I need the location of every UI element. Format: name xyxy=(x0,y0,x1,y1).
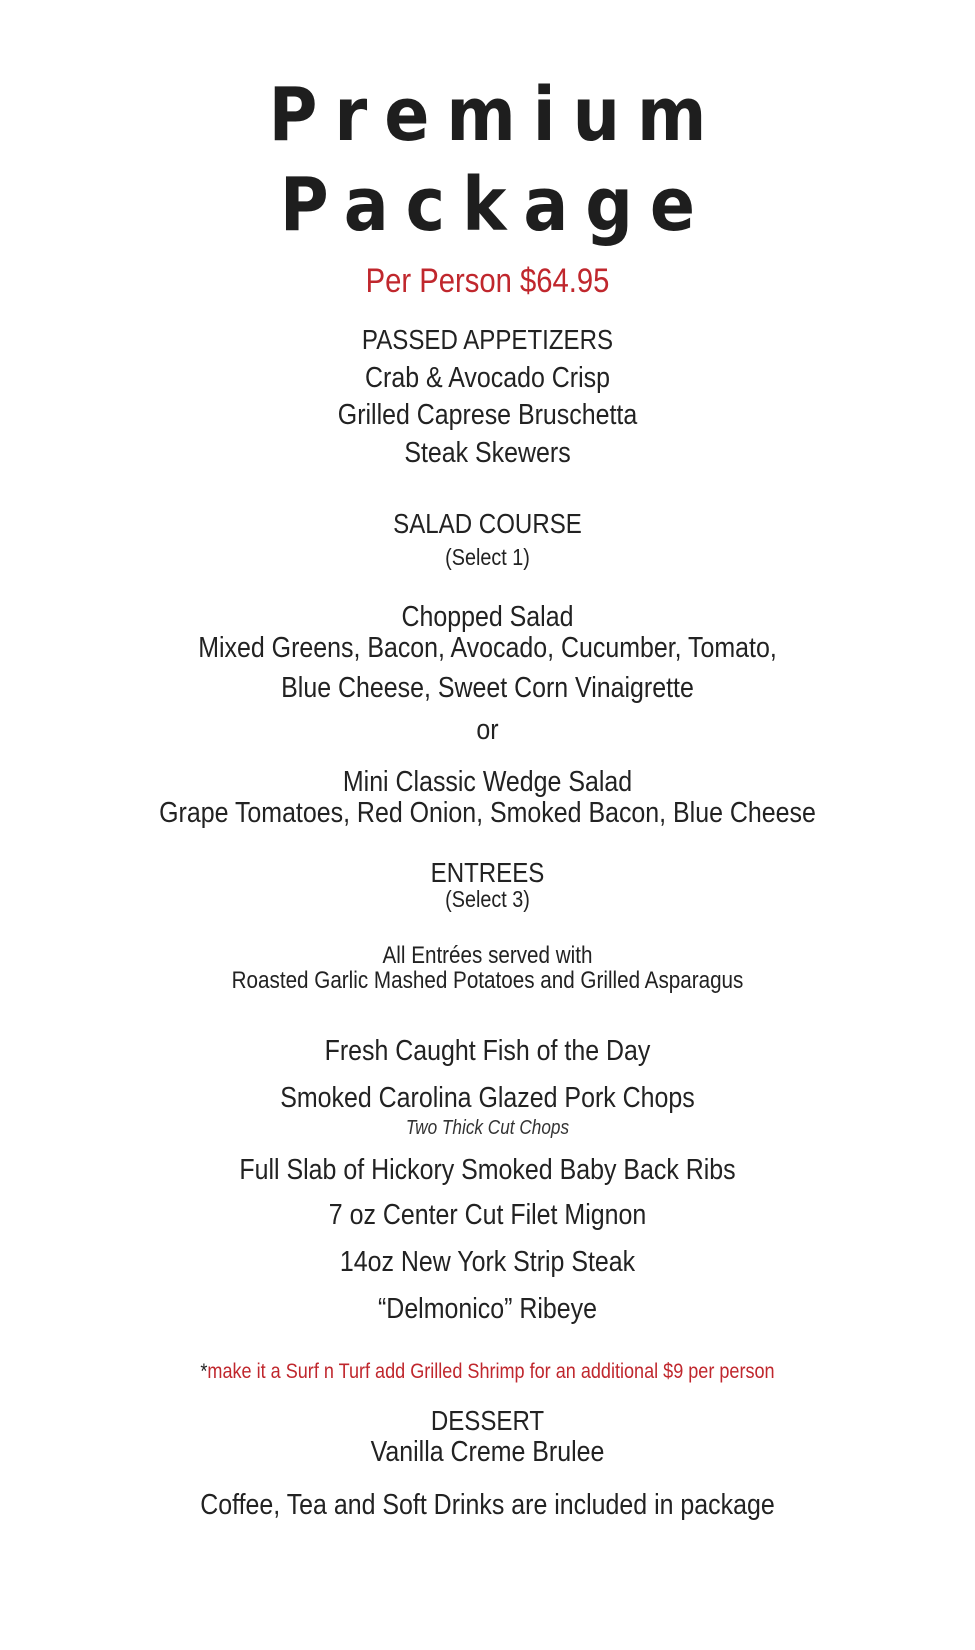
entree-item: Fresh Caught Fish of the Day xyxy=(324,1035,651,1067)
appetizers-heading: PASSED APPETIZERS xyxy=(361,324,614,355)
salad-select-note: (Select 1) xyxy=(445,544,530,570)
salad-option-2-desc: Grape Tomatoes, Red Onion, Smoked Bacon, Blue Cheese xyxy=(159,797,816,829)
entree-item-subnote: Two Thick Cut Chops xyxy=(405,1117,570,1139)
entrees-heading: ENTREES xyxy=(430,857,545,888)
entree-item: Smoked Carolina Glazed Pork Chops xyxy=(280,1082,695,1114)
salad-option-1-name: Chopped Salad xyxy=(401,601,574,633)
title-line-1: Premium xyxy=(268,72,724,158)
entrees-sides: Roasted Garlic Mashed Potatoes and Grilled Asparagus xyxy=(231,967,744,994)
salad-heading: SALAD COURSE xyxy=(393,508,582,539)
dessert-item: Vanilla Creme Brulee xyxy=(370,1436,605,1468)
dessert-heading: DESSERT xyxy=(430,1405,545,1436)
salad-or: or xyxy=(476,714,499,746)
surf-note-text: make it a Surf n Turf add Grilled Shrimp for an additional $9 per person xyxy=(207,1360,775,1383)
entree-item: 14oz New York Strip Steak xyxy=(339,1246,636,1278)
title-line-2: Package xyxy=(279,162,713,248)
salad-option-1-desc-1: Mixed Greens, Bacon, Avocado, Cucumber, Tomato, xyxy=(198,632,777,664)
appetizer-item: Steak Skewers xyxy=(404,437,571,469)
entree-item: 7 oz Center Cut Filet Mignon xyxy=(328,1199,647,1231)
entrees-served-with: All Entrées served with xyxy=(382,942,593,969)
salad-option-2-name: Mini Classic Wedge Salad xyxy=(342,766,633,798)
salad-option-1-desc-2: Blue Cheese, Sweet Corn Vinaigrette xyxy=(281,672,694,704)
appetizer-item: Grilled Caprese Bruschetta xyxy=(337,399,638,431)
appetizer-item: Crab & Avocado Crisp xyxy=(365,362,610,394)
entree-item: “Delmonico” Ribeye xyxy=(377,1293,598,1325)
footer-note: Coffee, Tea and Soft Drinks are included in package xyxy=(200,1489,775,1521)
surf-n-turf-note xyxy=(68,1360,907,1384)
entrees-select-note: (Select 3) xyxy=(445,886,530,912)
price-per-person: Per Person $64.95 xyxy=(365,262,610,300)
entree-item: Full Slab of Hickory Smoked Baby Back Ribs xyxy=(239,1154,736,1186)
surf-note-asterisk: * xyxy=(200,1360,208,1383)
